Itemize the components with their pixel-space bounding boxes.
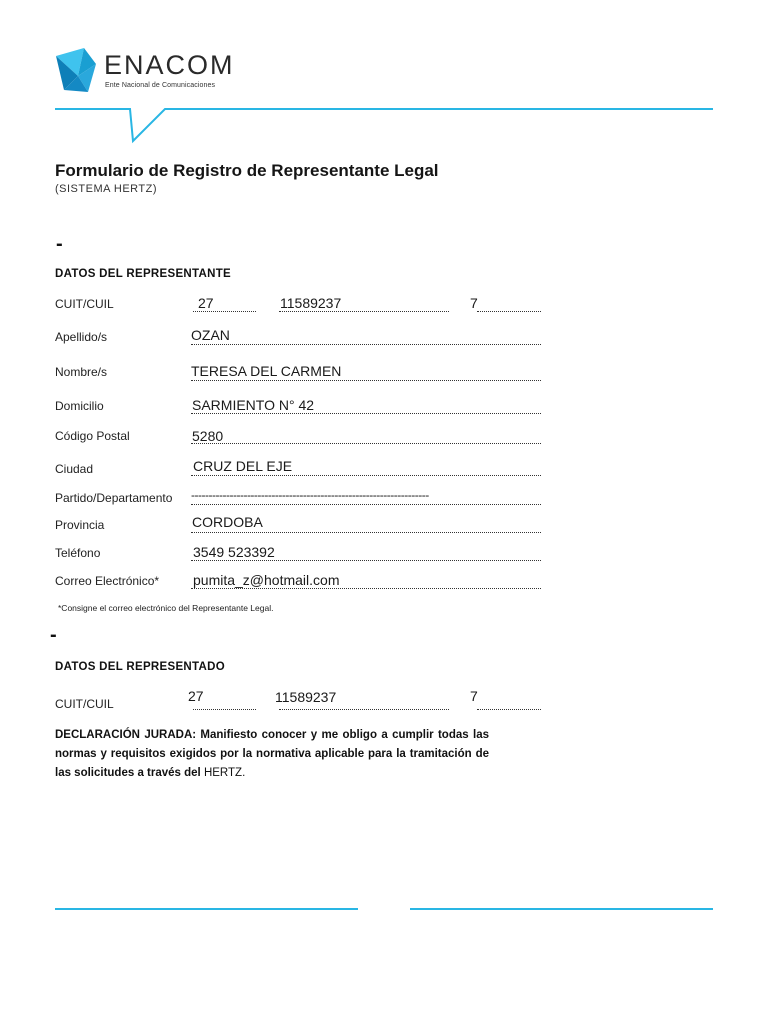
cuit-label: CUIT/CUIL [55, 297, 114, 311]
page-title: Formulario de Registro de Representante Legal [55, 161, 439, 180]
section-heading-representante: DATOS DEL REPRESENTANTE [55, 268, 232, 280]
signature-line-right [410, 908, 713, 910]
apellido-value[interactable]: OZAN [191, 327, 230, 343]
nombre-line [191, 380, 541, 381]
provincia-line [191, 532, 541, 533]
codigo-postal-line [191, 443, 541, 444]
partido-label: Partido/Departamento [55, 491, 173, 505]
logo-tagline: Ente Nacional de Comunicaciones [105, 82, 216, 89]
telefono-line [191, 560, 541, 561]
provincia-label: Provincia [55, 518, 105, 532]
enacom-logo-icon [54, 46, 98, 94]
correo-label: Correo Electrónico* [55, 574, 160, 588]
declaracion-jurada [55, 726, 489, 783]
partido-value[interactable]: -------------------------------------------------------------------- [191, 488, 429, 502]
partido-line [191, 504, 541, 505]
signature-line-left [55, 908, 358, 910]
representado-cuit-number-value[interactable]: 11589237 [275, 689, 337, 705]
codigo-postal-label: Código Postal [55, 429, 130, 443]
codigo-postal-value[interactable]: 5280 [192, 428, 224, 444]
telefono-value[interactable]: 3549 523392 [193, 544, 275, 560]
provincia-value[interactable]: CORDOBA [192, 514, 263, 530]
cuit-prefix-line [193, 311, 256, 312]
declaracion-tail: HERTZ. [200, 767, 246, 779]
logo-wordmark: ENACOM [104, 50, 235, 80]
cuit-number-value[interactable]: 11589237 [280, 295, 342, 311]
cuit-prefix-value[interactable]: 27 [198, 295, 214, 311]
page-subtitle: (SISTEMA HERTZ) [55, 183, 158, 195]
ciudad-line [191, 475, 541, 476]
telefono-label: Teléfono [55, 546, 101, 560]
apellido-label: Apellido/s [55, 330, 108, 344]
representado-cuit-label: CUIT/CUIL [55, 697, 114, 711]
domicilio-line [191, 413, 541, 414]
representado-cuit-check-value[interactable]: 7 [470, 688, 478, 704]
representado-cuit-number-line [279, 709, 449, 710]
section-dash: - [50, 624, 57, 646]
cuit-number-line [279, 311, 449, 312]
section-heading-representado: DATOS DEL REPRESENTADO [55, 661, 225, 673]
representado-cuit-check-line [477, 709, 541, 710]
ciudad-value[interactable]: CRUZ DEL EJE [193, 458, 293, 474]
domicilio-value[interactable]: SARMIENTO N° 42 [192, 397, 315, 413]
declaracion-text: DECLARACIÓN JURADA: Manifiesto conocer y me obligo a cumplir todas las normas y requisitos exigidos por la normativa aplicable para la tramitación de las solicitudes a través del [55, 729, 489, 779]
correo-line [191, 588, 541, 589]
section-dash: - [56, 233, 63, 255]
representado-cuit-prefix-value[interactable]: 27 [188, 688, 204, 704]
domicilio-label: Domicilio [55, 399, 104, 413]
cuit-check-value[interactable]: 7 [470, 295, 478, 311]
apellido-line [191, 344, 541, 345]
ciudad-label: Ciudad [55, 462, 94, 476]
nombre-value[interactable]: TERESA DEL CARMEN [191, 363, 342, 379]
correo-footnote: *Consigne el correo electrónico del Representante Legal. [58, 603, 274, 613]
cuit-check-line [477, 311, 541, 312]
representado-cuit-prefix-line [193, 709, 256, 710]
correo-value[interactable]: pumita_z@hotmail.com [193, 572, 340, 588]
nombre-label: Nombre/s [55, 365, 108, 379]
